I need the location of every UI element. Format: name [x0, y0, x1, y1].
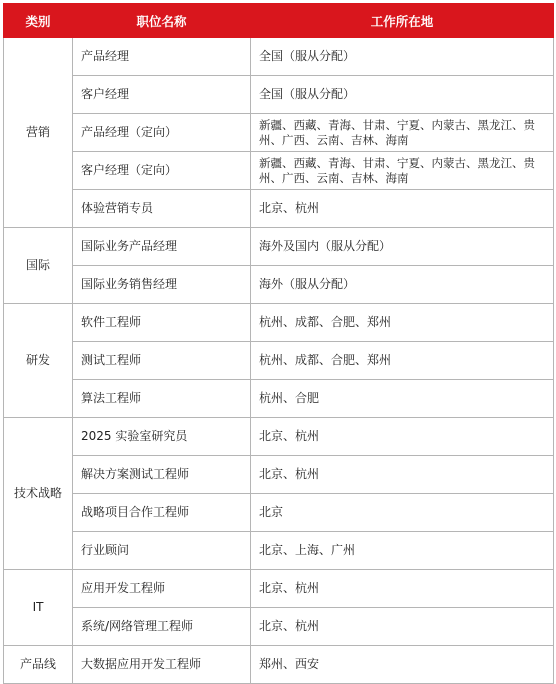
location-cell: 新疆、西藏、青海、甘肃、宁夏、内蒙古、黑龙江、贵州、广西、云南、吉林、海南 [251, 114, 554, 152]
location-cell: 北京、杭州 [251, 608, 554, 646]
location-cell: 新疆、西藏、青海、甘肃、宁夏、内蒙古、黑龙江、贵州、广西、云南、吉林、海南 [251, 152, 554, 190]
table-row [4, 152, 554, 190]
category-cell-marketing: 营销 [4, 38, 73, 228]
location-cell: 海外及国内（服从分配） [251, 228, 554, 266]
table-row [4, 532, 554, 570]
job-table [3, 3, 554, 684]
location-cell: 杭州、成都、合肥、郑州 [251, 342, 554, 380]
category-cell-it: IT [4, 570, 73, 646]
job-title-cell: 测试工程师 [73, 342, 251, 380]
location-cell: 北京、杭州 [251, 456, 554, 494]
location-cell: 全国（服从分配） [251, 76, 554, 114]
table-row [4, 456, 554, 494]
table-row [4, 266, 554, 304]
header-row [4, 4, 554, 38]
job-title-cell: 体验营销专员 [73, 190, 251, 228]
table-row [4, 190, 554, 228]
table-row [4, 38, 554, 76]
job-title-cell: 应用开发工程师 [73, 570, 251, 608]
table-row [4, 608, 554, 646]
category-cell-product-line: 产品线 [4, 646, 73, 684]
category-cell-international: 国际 [4, 228, 73, 304]
category-cell-rnd: 研发 [4, 304, 73, 418]
job-title-cell: 大数据应用开发工程师 [73, 646, 251, 684]
job-title-cell: 行业顾问 [73, 532, 251, 570]
location-cell: 杭州、成都、合肥、郑州 [251, 304, 554, 342]
location-cell: 北京、杭州 [251, 418, 554, 456]
table-row [4, 76, 554, 114]
header-category: 类别 [4, 4, 73, 38]
header-location: 工作所在地 [251, 4, 554, 38]
table-row [4, 646, 554, 684]
job-title-cell: 产品经理 [73, 38, 251, 76]
job-title-cell: 战略项目合作工程师 [73, 494, 251, 532]
table-row [4, 342, 554, 380]
job-title-cell: 系统/网络管理工程师 [73, 608, 251, 646]
category-cell-tech-strategy: 技术战略 [4, 418, 73, 570]
table-row [4, 304, 554, 342]
location-cell: 郑州、西安 [251, 646, 554, 684]
table-row [4, 380, 554, 418]
table-row [4, 228, 554, 266]
table-row [4, 114, 554, 152]
job-title-cell: 解决方案测试工程师 [73, 456, 251, 494]
job-title-cell: 算法工程师 [73, 380, 251, 418]
job-title-cell: 国际业务销售经理 [73, 266, 251, 304]
table-row [4, 418, 554, 456]
header-job-title: 职位名称 [73, 4, 251, 38]
location-cell: 全国（服从分配） [251, 38, 554, 76]
job-title-cell: 客户经理 [73, 76, 251, 114]
location-cell: 杭州、合肥 [251, 380, 554, 418]
table-row [4, 570, 554, 608]
job-title-cell: 客户经理（定向） [73, 152, 251, 190]
location-cell: 北京、杭州 [251, 190, 554, 228]
job-title-cell: 软件工程师 [73, 304, 251, 342]
location-cell: 海外（服从分配） [251, 266, 554, 304]
job-title-cell: 产品经理（定向） [73, 114, 251, 152]
location-cell: 北京、上海、广州 [251, 532, 554, 570]
location-cell: 北京、杭州 [251, 570, 554, 608]
table-row [4, 494, 554, 532]
job-title-cell: 国际业务产品经理 [73, 228, 251, 266]
job-title-cell: 2025 实验室研究员 [73, 418, 251, 456]
location-cell: 北京 [251, 494, 554, 532]
